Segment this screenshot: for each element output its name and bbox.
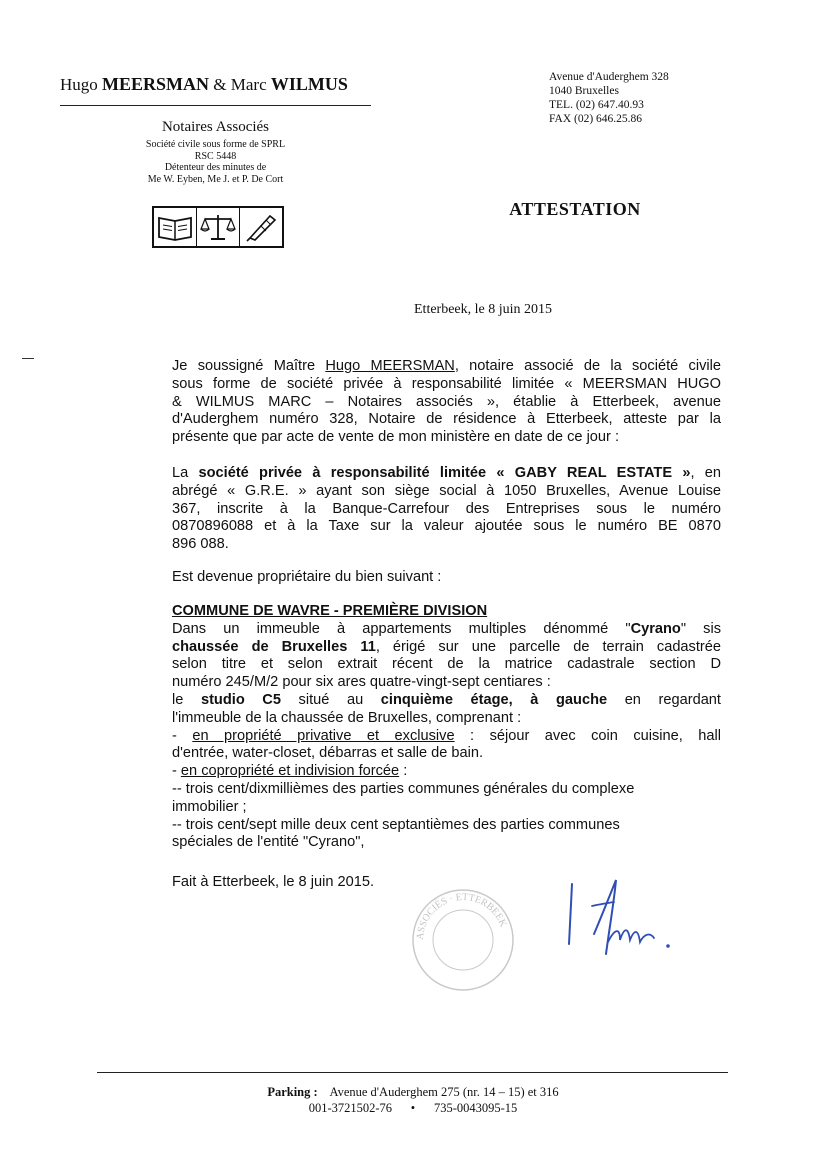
quill-icon bbox=[240, 208, 282, 246]
text-line: l'immeuble de la chaussée de Bruxelles, comprenant : bbox=[172, 709, 522, 726]
text-line: -- trois cent/dixmillièmes des parties communes générales du complexe bbox=[172, 780, 635, 797]
notary-logo bbox=[152, 206, 284, 248]
margin-mark bbox=[22, 358, 34, 359]
firm-detail-line: RSC 5448 bbox=[194, 150, 237, 162]
text-line: spéciales de l'entité "Cyrano", bbox=[172, 834, 365, 851]
partner2-last-name: WILMUS bbox=[270, 74, 348, 94]
text-line: immobilier ; bbox=[172, 798, 247, 815]
address-phone: TEL. (02) 647.40.93 bbox=[549, 99, 644, 111]
text-line: présente que par acte de vente de mon ministère en date de ce jour : bbox=[172, 429, 620, 446]
text-line: le studio C5 situé au cinquième étage, à gauche en regardant bbox=[172, 691, 721, 708]
footer-accounts bbox=[0, 1101, 826, 1116]
text-line: 0870896088 et à la Taxe sur la valeur ajoutée sous le numéro BE 0870 bbox=[172, 518, 721, 535]
paragraph-buyer bbox=[172, 465, 721, 554]
partner2-first-name: Marc bbox=[230, 75, 267, 94]
parking-address: Avenue d'Auderghem 275 (nr. 14 – 15) et 316 bbox=[329, 1085, 559, 1099]
firm-detail-line: Détenteur des minutes de bbox=[164, 162, 267, 173]
office-address bbox=[549, 70, 669, 126]
text-line: Je soussigné Maître Hugo MEERSMAN, notaire associé de la société civile bbox=[172, 358, 721, 374]
svg-text:ASSOCIÉS · ETTERBEEK bbox=[415, 892, 509, 940]
text-line: numéro 245/M/2 pour six ares quatre-vingt-sept centiares : bbox=[172, 674, 551, 691]
text-line: - en propriété privative et exclusive : séjour avec coin cuisine, hall bbox=[172, 727, 721, 744]
document-title: ATTESTATION bbox=[509, 199, 641, 219]
notary-stamp bbox=[408, 885, 518, 995]
partner1-last-name: MEERSMAN bbox=[102, 74, 210, 94]
address-street: Avenue d'Auderghem 328 bbox=[549, 71, 669, 83]
bank-account: 001-3721502-76 bbox=[308, 1101, 393, 1115]
bank-account: 735-0043095-15 bbox=[433, 1101, 518, 1115]
property-description bbox=[172, 603, 721, 852]
document-date: Etterbeek, le 8 juin 2015 bbox=[414, 302, 553, 317]
text-line: d'entrée, water-closet, débarras et salle de bain. bbox=[172, 745, 484, 762]
firm-name bbox=[60, 74, 348, 95]
scales-icon bbox=[197, 208, 240, 246]
stamp-text: ASSOCIÉS · ETTERBEEK bbox=[414, 891, 509, 941]
firm-subtitle: Notaires Associés bbox=[161, 119, 270, 135]
buyer-company: société privée à responsabilité limitée « GABY REAL ESTATE » bbox=[198, 465, 691, 481]
footer-parking bbox=[0, 1085, 826, 1100]
text-line: chaussée de Bruxelles 11, érigé sur une parcelle de terrain cadastrée bbox=[172, 638, 721, 655]
closing-line: Fait à Etterbeek, le 8 juin 2015. bbox=[172, 874, 375, 890]
text-line: d'Auderghem numéro 328, Notaire de résidence à Etterbeek, atteste par la bbox=[172, 411, 721, 428]
separator-bullet: • bbox=[410, 1101, 416, 1115]
partner1-first-name: Hugo bbox=[60, 75, 98, 94]
parking-label: Parking : bbox=[267, 1085, 318, 1099]
book-icon bbox=[154, 208, 197, 246]
paragraph-ownership: Est devenue propriétaire du bien suivant : bbox=[172, 569, 442, 585]
footer-divider bbox=[97, 1072, 728, 1073]
text-line: La société privée à responsabilité limitée « GABY REAL ESTATE », en bbox=[172, 465, 722, 481]
firm-detail-line: Société civile sous forme de SPRL bbox=[145, 139, 286, 150]
firm-details bbox=[60, 139, 371, 185]
address-city: 1040 Bruxelles bbox=[549, 85, 619, 97]
text-line: selon titre et selon extrait récent de la matrice cadastrale section D bbox=[172, 656, 721, 673]
signature bbox=[564, 872, 684, 967]
text-line: sous forme de société privée à responsabilité limitée « MEERSMAN HUGO bbox=[172, 375, 721, 392]
notary-name: Hugo MEERSMAN bbox=[325, 358, 455, 374]
text-line: 367, inscrite à la Banque-Carrefour des Entreprises sous le numéro bbox=[172, 500, 721, 517]
paragraph-declaration bbox=[172, 358, 721, 447]
letterhead-divider bbox=[60, 105, 371, 106]
text-line: -- trois cent/sept mille deux cent septantièmes des parties communes bbox=[172, 816, 620, 833]
text-line: & WILMUS MARC – Notaires associés », établie à Etterbeek, avenue bbox=[172, 393, 721, 410]
address-fax: FAX (02) 646.25.86 bbox=[549, 113, 643, 125]
text-line: 896 088. bbox=[172, 536, 229, 553]
text-line: Dans un immeuble à appartements multiples dénommé "Cyrano" sis bbox=[172, 620, 721, 637]
text-line: - en copropriété et indivision forcée : bbox=[172, 763, 408, 780]
ampersand: & bbox=[213, 75, 227, 94]
firm-detail-line: Me W. Eyben, Me J. et P. De Cort bbox=[147, 173, 284, 185]
property-heading: COMMUNE DE WAVRE - PREMIÈRE DIVISION bbox=[172, 603, 488, 619]
text-line: abrégé « G.R.E. » ayant son siège social à 1050 Bruxelles, Avenue Louise bbox=[172, 482, 721, 499]
